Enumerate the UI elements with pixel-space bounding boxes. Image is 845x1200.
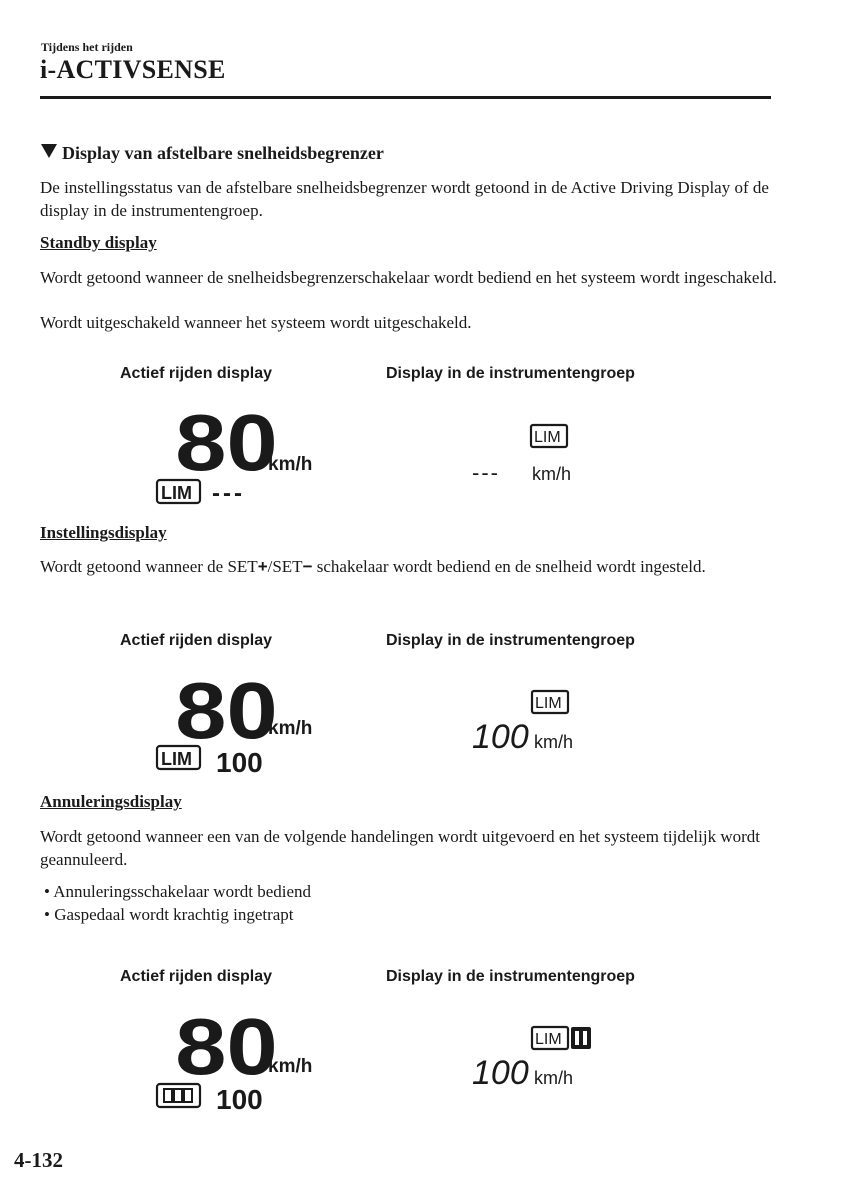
cancel-text: Wordt getoond wanneer een van de volgende handelingen wordt uitgevoerd en het systeem tijdelijk wordt geannuleerd. [40, 827, 760, 869]
setting-active-driving-display [150, 668, 350, 780]
setting-text-mid: /SET [267, 557, 303, 576]
standby-text-1: Wordt getoond wanneer de snelheidsbegrenzerschakelaar wordt bediend en het systeem wordt ingeschakeld. [40, 268, 777, 287]
setting-left-set-speed: 100 [216, 747, 263, 778]
setting-subheading: Instellingsdisplay [40, 523, 167, 542]
cancel-left-set-speed: 100 [216, 1084, 263, 1115]
standby-left-lim: LIM [161, 483, 192, 503]
cancel-bullet-2-text: Gaspedaal wordt krachtig ingetrapt [54, 905, 294, 924]
cancel-instrument-cluster-display [470, 1022, 630, 1092]
page-number: 4-132 [14, 1148, 63, 1172]
triangle-down-icon [41, 144, 57, 158]
chapter-kicker: Tijdens het rijden [41, 40, 133, 54]
standby-instrument-cluster-display [470, 420, 620, 490]
section-intro: De instellingsstatus van de afstelbare snelheidsbegrenzer wordt getoond in de Active Driving Display of de display in de instrumentengroep. [40, 178, 769, 220]
cancel-bullet-2: • Gaspedaal wordt krachtig ingetrapt [44, 905, 294, 924]
cancel-mark-icon [571, 1027, 591, 1049]
standby-left-unit: km/h [268, 454, 313, 475]
cancel-caption-right: Display in de instrumentengroep [386, 968, 635, 985]
setting-left-speed: 80 [175, 668, 278, 756]
cancel-caption-left: Actief rijden display [120, 968, 273, 985]
cancel-right-lim: LIM [535, 1031, 562, 1048]
section-heading [41, 143, 384, 164]
setting-right-set-speed: 100 [472, 718, 529, 756]
cancel-right-set-speed: 100 [472, 1054, 529, 1092]
cancel-bullet-1: • Annuleringsschakelaar wordt bediend [44, 882, 312, 901]
standby-active-driving-display [150, 400, 350, 512]
setting-right-lim: LIM [535, 695, 562, 712]
setting-caption-left: Actief rijden display [120, 632, 273, 649]
minus-icon: − [302, 557, 313, 576]
section-heading-text: Display van afstelbare snelheidsbegrenzer [62, 143, 384, 163]
cancel-left-speed: 80 [175, 1004, 278, 1092]
standby-left-speed: 80 [175, 400, 278, 488]
page-title: i-ACTIVSENSE [40, 55, 226, 84]
cancel-active-driving-display [150, 1004, 350, 1116]
cancel-right-unit: km/h [534, 1068, 574, 1088]
cancel-bullet-1-text: Annuleringsschakelaar wordt bediend [53, 882, 312, 901]
standby-caption-left: Actief rijden display [120, 365, 273, 382]
standby-text-2: Wordt uitgeschakeld wanneer het systeem wordt uitgeschakeld. [40, 313, 472, 332]
plus-icon: + [257, 557, 268, 576]
setting-right-unit: km/h [534, 732, 574, 752]
setting-text [40, 555, 780, 578]
cancel-subheading: Annuleringsdisplay [40, 792, 182, 811]
setting-instrument-cluster-display [470, 686, 620, 756]
standby-subheading: Standby display [40, 233, 157, 252]
standby-right-set-speed: --- [472, 460, 500, 485]
title-divider [40, 96, 771, 99]
setting-left-lim: LIM [161, 749, 192, 769]
standby-right-unit: km/h [532, 464, 572, 484]
setting-caption-right: Display in de instrumentengroep [386, 632, 635, 649]
standby-caption-right: Display in de instrumentengroep [386, 365, 635, 382]
standby-left-set-speed: --- [212, 480, 245, 507]
standby-right-lim: LIM [534, 429, 561, 446]
setting-left-unit: km/h [268, 718, 313, 739]
setting-text-pre: Wordt getoond wanneer de SET [40, 557, 258, 576]
setting-text-post: schakelaar wordt bediend en de snelheid wordt ingesteld. [312, 557, 706, 576]
cancel-left-unit: km/h [268, 1056, 313, 1077]
